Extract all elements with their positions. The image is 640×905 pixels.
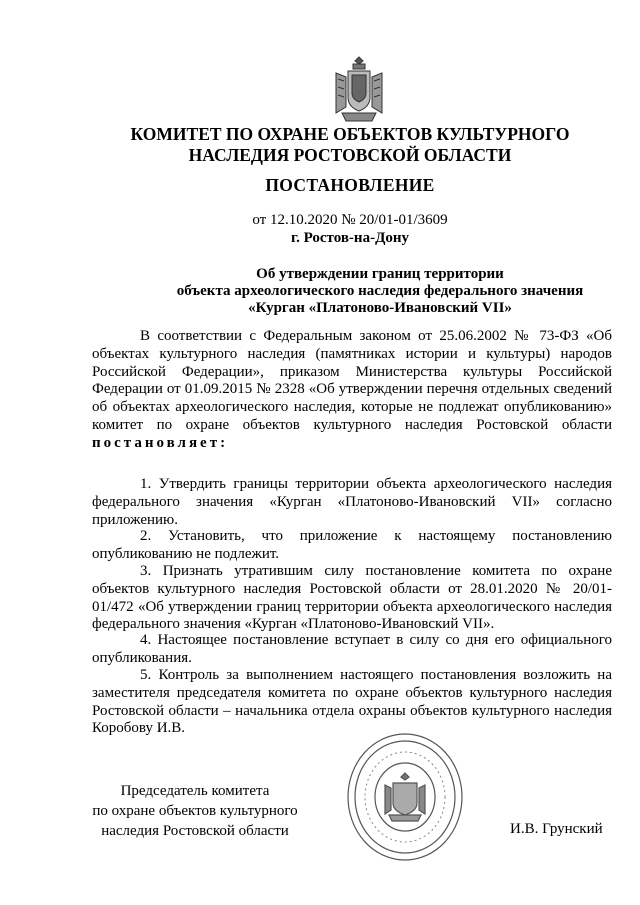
subject-line1: Об утверждении границ территории [256,266,504,282]
org-name-line1: КОМИТЕТ ПО ОХРАНЕ ОБЪЕКТОВ КУЛЬТУРНОГО [130,124,570,144]
signatory-position-line3: наследия Ростовской области [101,823,289,839]
signatory-position-line1: Председатель комитета [120,783,270,799]
document-type: ПОСТАНОВЛЕНИЕ [265,175,435,195]
resolves-word: постановляет: [92,434,229,451]
item-2: 2. Установить, что приложение к настоящему постановлению опубликованию не подлежит. [92,528,612,562]
item-3: 3. Признать утратившим силу постановление комитета по охране объектов культурного наследия Ростовской области от 28.01.2020 № 20/01-01/472 «Об утверждении границ территории объекта археологического наследия федерального значения «Курган «Платоново-Ивановский VII». [92,563,612,633]
item-4: 4. Настоящее постановление вступает в силу со дня его официального опубликования. [92,632,612,666]
subject-line3: «Курган «Платоново-Ивановский VII» [248,300,512,316]
preamble-paragraph [92,328,612,453]
signatory-name: И.В. Грунский [510,821,603,837]
signatory-position-line2: по охране объектов культурного [92,803,298,819]
coat-of-arms-icon [330,55,388,125]
official-seal-icon [345,731,465,863]
org-name-line2: НАСЛЕДИЯ РОСТОВСКОЙ ОБЛАСТИ [188,145,512,165]
date-number: от 12.10.2020 № 20/01-01/3609 [252,212,448,228]
city: г. Ростов-на-Дону [290,230,410,246]
item-5: 5. Контроль за выполнением настоящего постановления возложить на заместителя председателя комитета по охране объектов культурного наследия Ростовской области – начальника отдела охраны объектов культурного наследия Коробову И.В. [92,667,612,737]
item-1: 1. Утвердить границы территории объекта археологического наследия федерального значения «Курган «Платоново-Ивановский VII» согласно приложению. [92,476,612,528]
subject-line2: объекта археологического наследия федерального значения [176,283,584,299]
preamble-text: В соответствии с Федеральным законом от 25.06.2002 № 73-ФЗ «Об объектах культурного наследия (памятниках истории и культуры) народов Российской Федерации», приказом Министерства культуры Российской Федерации от 01.09.2015 № 2328 «Об утверждении перечня отдельных сведений об объектах археологического наследия, которые не подлежат опубликованию» комитет по охране объектов культурного наследия Ростовской области [92,328,612,433]
